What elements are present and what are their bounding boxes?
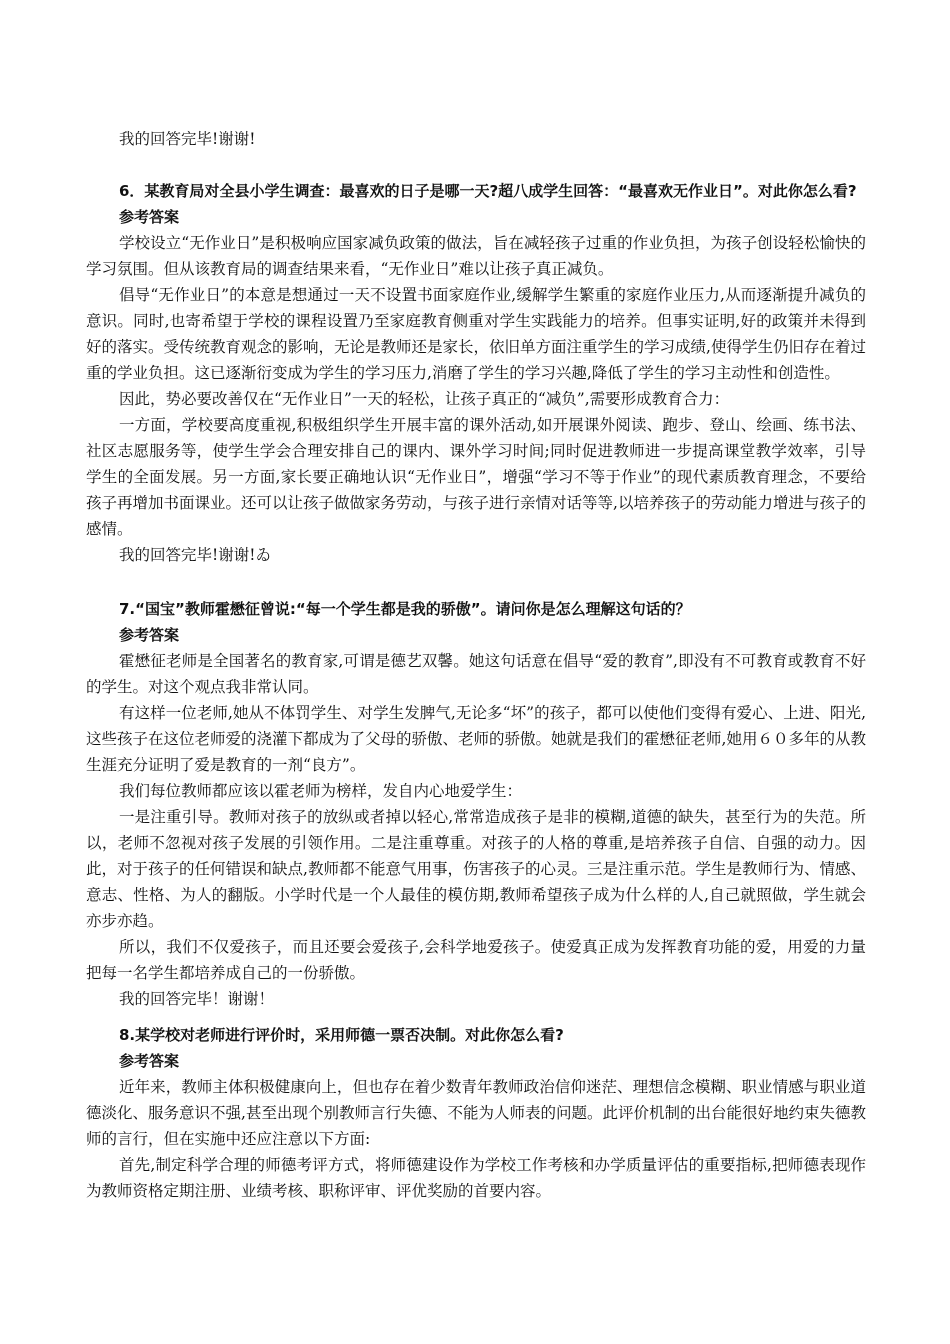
closing-block-top (86, 126, 866, 152)
reference-answer-heading: 参考答案 (119, 1052, 180, 1070)
answer-paragraph: 学校设立“无作业日”是积极响应国家减负政策的做法，旨在减轻孩子过重的作业负担，为孩子创设轻松愉快的学习氛围。但从该教育局的调查结果来看，“无作业日”难以让孩子真正减负。 (86, 234, 866, 278)
question-6-section (86, 178, 866, 568)
answer-paragraph: 一方面，学校要高度重视,积极组织学生开展丰富的课外活动,如开展课外阅读、跑步、登山、绘画、练书法、社区志愿服务等，使学生学会合理安排自己的课内、课外学习时间;同时促进教师进一步提高课堂教学效率，引导学生的全面发展。另一方面,家长要正确地认识“无作业日”，增强“学习不等于作业”的现代素质教育理念，不要给孩子再增加书面课业。还可以让孩子做做家务劳动，与孩子进行亲情对话等等,以培养孩子的劳动能力增进与孩子的感情。 (86, 416, 866, 538)
answer-paragraph: 我们每位教师都应该以霍老师为榜样，发自内心地爱学生： (119, 782, 523, 800)
question-7-section (86, 596, 866, 1012)
closing-line: 我的回答完毕！谢谢！ (119, 990, 275, 1008)
answer-paragraph: 倡导“无作业日”的本意是想通过一天不设置书面家庭作业,缓解学生繁重的家庭作业压力,从而逐渐提升减负的意识。同时,也寄希望于学校的课程设置乃至家庭教育侧重对学生实践能力的培养。但事实证明,好的政策并未得到好的落实。受传统教育观念的影响，无论是教师还是家长，依旧单方面注重学生的学习成绩,使得学生仍旧存在着过重的学业负担。这已逐渐衍变成为学生的学习压力,消磨了学生的学习兴趣,降低了学生的学习主动性和创造性。 (86, 286, 866, 382)
question-8-title: 8.某学校对老师进行评价时，采用师德一票否决制。对此你怎么看? (119, 1026, 564, 1044)
reference-answer-heading: 参考答案 (119, 208, 180, 226)
answer-paragraph: 首先,制定科学合理的师德考评方式，将师德建设作为学校工作考核和办学质量评估的重要指标,把师德表现作为教师资格定期注册、业绩考核、职称评审、评优奖励的首要内容。 (86, 1156, 866, 1200)
answer-paragraph: 霍懋征老师是全国著名的教育家,可谓是德艺双馨。她这句话意在倡导“爱的教育”,即没有不可教育或教育不好的学生。对这个观点我非常认同。 (86, 652, 866, 696)
answer-paragraph: 所以，我们不仅爱孩子，而且还要会爱孩子,会科学地爱孩子。使爱真正成为发挥教育功能的爱，用爱的力量把每一名学生都培养成自己的一份骄傲。 (86, 938, 866, 982)
question-7-title: 7.“国宝”教师霍懋征曾说:“每一个学生都是我的骄傲”。请问你是怎么理解这句话的？ (119, 600, 691, 618)
question-6-title: 6．某教育局对全县小学生调查：最喜欢的日子是哪一天?超八成学生回答：“最喜欢无作业日”。对此你怎么看? (119, 182, 857, 200)
answer-paragraph: 近年来，教师主体积极健康向上，但也存在着少数青年教师政治信仰迷茫、理想信念模糊、职业情感与职业道德淡化、服务意识不强,甚至出现个别教师言行失德、不能为人师表的问题。此评价机制的出台能很好地约束失德教师的言行，但在实施中还应注意以下方面: (86, 1078, 866, 1148)
answer-paragraph: 有这样一位老师,她从不体罚学生、对学生发脾气,无论多“坏”的孩子，都可以使他们变得有爱心、上进、阳光,这些孩子在这位老师爱的浇灌下都成为了父母的骄傲、老师的骄傲。她就是我们的霍懋征老师,她用６０多年的从教生涯充分证明了爱是教育的一剂“良方”。 (86, 704, 866, 774)
closing-line: 我的回答完毕!谢谢!ゐ (119, 546, 271, 564)
answer-paragraph: 因此，势必要改善仅在“无作业日”一天的轻松，让孩子真正的“减负”,需要形成教育合力： (119, 390, 730, 408)
answer-paragraph: 一是注重引导。教师对孩子的放纵或者掉以轻心,常常造成孩子是非的模糊,道德的缺失，甚至行为的失范。所以，老师不忽视对孩子发展的引领作用。二是注重尊重。对孩子的人格的尊重,是培养孩子自信、自强的动力。因此，对于孩子的任何错误和缺点,教师都不能意气用事，伤害孩子的心灵。三是注重示范。学生是教师行为、情感、意志、性格、为人的翻版。小学时代是一个人最佳的模仿期,教师希望孩子成为什么样的人,自己就照做，学生就会亦步亦趋。 (86, 808, 866, 930)
closing-line: 我的回答完毕!谢谢! (119, 130, 256, 148)
reference-answer-heading: 参考答案 (119, 626, 180, 644)
question-8-section (86, 1022, 866, 1204)
